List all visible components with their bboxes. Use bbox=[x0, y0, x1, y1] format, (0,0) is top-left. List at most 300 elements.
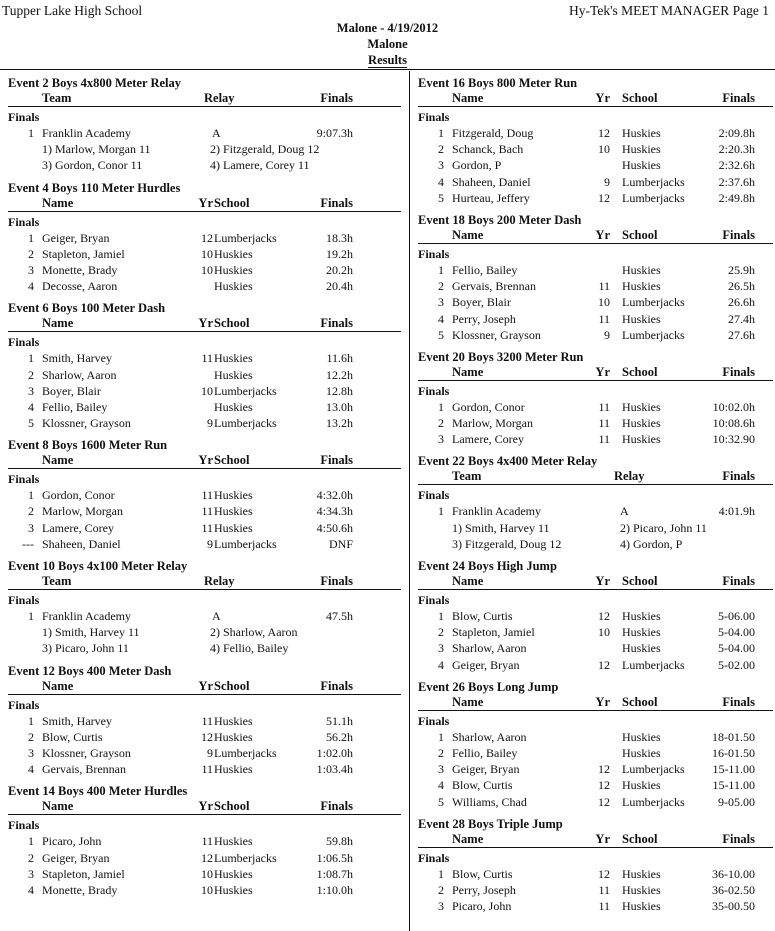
finals-mark: 51.1h bbox=[326, 713, 353, 728]
event-title: Event 4 Boys 110 Meter Hurdles bbox=[8, 180, 181, 195]
athlete-name: Gordon, Conor bbox=[42, 488, 115, 503]
result-row bbox=[8, 487, 401, 503]
header-finals: Finals bbox=[722, 831, 755, 846]
relay-leg: 2) Sharlow, Aaron bbox=[210, 625, 298, 640]
school-name: Huskies bbox=[622, 399, 661, 414]
header-name: Name bbox=[42, 799, 74, 814]
column-header-row bbox=[8, 679, 401, 695]
section-label: Finals bbox=[418, 850, 450, 865]
result-row bbox=[8, 520, 401, 536]
athlete-name: Blow, Curtis bbox=[42, 729, 103, 744]
result-row bbox=[8, 278, 401, 294]
place: 3 bbox=[438, 432, 444, 447]
finals-mark: 12.2h bbox=[326, 367, 353, 382]
place: 1 bbox=[28, 609, 34, 623]
event-title: Event 14 Boys 400 Meter Hurdles bbox=[8, 784, 188, 799]
header-yr: Yr bbox=[595, 91, 610, 105]
athlete-name: Sharlow, Aaron bbox=[452, 641, 527, 656]
athlete-year: 11 bbox=[598, 399, 610, 414]
finals-mark: 19.2h bbox=[326, 246, 353, 261]
event-block bbox=[418, 212, 773, 343]
athlete-name: Perry, Joseph bbox=[452, 311, 516, 326]
place: 1 bbox=[438, 504, 444, 519]
school-name: Huskies bbox=[214, 399, 253, 414]
school-name: Huskies bbox=[214, 762, 253, 777]
athlete-name: Sharlow, Aaron bbox=[42, 367, 117, 382]
result-row bbox=[418, 415, 773, 431]
column-header-row bbox=[8, 453, 401, 469]
athlete-year: 12 bbox=[201, 230, 213, 245]
place: 1 bbox=[438, 399, 444, 414]
relay-letter: A bbox=[212, 126, 221, 140]
place: 1 bbox=[438, 262, 444, 277]
header-relay: Relay bbox=[204, 91, 235, 105]
result-row bbox=[8, 882, 401, 898]
school-name: Huskies bbox=[622, 262, 661, 277]
header-yr: Yr bbox=[595, 694, 610, 709]
school-name: Huskies bbox=[214, 729, 253, 744]
event-block bbox=[8, 663, 401, 778]
result-row bbox=[8, 729, 401, 745]
relay-leg: 1) Marlow, Morgan 11 bbox=[42, 142, 151, 157]
athlete-name: Blow, Curtis bbox=[452, 866, 513, 881]
header-name: Name bbox=[452, 91, 484, 105]
place: 4 bbox=[438, 657, 444, 672]
place: 3 bbox=[438, 762, 444, 777]
athlete-year: 11 bbox=[598, 416, 610, 431]
school-name: Lumberjacks bbox=[214, 230, 277, 245]
school-name: Huskies bbox=[622, 158, 661, 173]
school-name: Huskies bbox=[622, 745, 661, 760]
header-finals: Finals bbox=[320, 799, 353, 814]
meet-title: Malone - 4/19/2012 bbox=[336, 21, 439, 35]
header-name: Name bbox=[42, 678, 74, 693]
school-name: Huskies bbox=[622, 416, 661, 431]
header-relay: Relay bbox=[614, 469, 645, 484]
finals-mark: 2:32.6h bbox=[718, 158, 755, 173]
athlete-name: Klossner, Grayson bbox=[452, 327, 541, 342]
athlete-name: Boyer, Blair bbox=[452, 295, 511, 310]
result-row bbox=[418, 311, 773, 327]
header-school: School bbox=[622, 831, 658, 846]
place: 3 bbox=[28, 262, 34, 277]
header-school: School bbox=[622, 694, 658, 709]
relay-legs-row bbox=[418, 520, 773, 536]
result-row bbox=[418, 190, 773, 206]
place: 2 bbox=[28, 729, 34, 744]
left-column bbox=[8, 75, 401, 904]
school-name: Huskies bbox=[622, 609, 661, 623]
relay-letter: A bbox=[620, 504, 629, 519]
finals-mark: 13.0h bbox=[326, 399, 353, 414]
header-yr: Yr bbox=[198, 453, 213, 468]
relay-legs-row bbox=[418, 536, 773, 552]
header-name: Name bbox=[452, 574, 484, 588]
school-name: Lumberjacks bbox=[214, 850, 277, 865]
athlete-name: Hurteau, Jeffery bbox=[452, 190, 530, 205]
school-name: Huskies bbox=[622, 729, 661, 744]
finals-mark: 15-11.00 bbox=[712, 778, 755, 793]
athlete-year: 9 bbox=[207, 745, 213, 760]
finals-mark: 36-10.00 bbox=[712, 866, 755, 881]
relay-legs-row bbox=[8, 141, 401, 157]
event-block bbox=[8, 783, 401, 898]
athlete-year: 11 bbox=[598, 899, 610, 914]
header-team: Team bbox=[452, 469, 482, 484]
school-name: Lumberjacks bbox=[214, 383, 277, 398]
relay-leg: 3) Fitzgerald, Doug 12 bbox=[452, 536, 562, 551]
event-title: Event 20 Boys 3200 Meter Run bbox=[418, 349, 584, 364]
athlete-name: Perry, Joseph bbox=[452, 882, 516, 897]
athlete-year: 11 bbox=[201, 834, 213, 849]
athlete-name: Fellio, Bailey bbox=[452, 262, 518, 277]
place: 1 bbox=[28, 488, 34, 503]
header-name: Name bbox=[42, 453, 74, 468]
place: 4 bbox=[438, 778, 444, 793]
result-row bbox=[418, 882, 773, 898]
column-divider bbox=[409, 71, 410, 931]
athlete-year: 10 bbox=[598, 295, 610, 310]
header-finals: Finals bbox=[320, 195, 353, 210]
section-label: Finals bbox=[418, 488, 450, 503]
header-name: Name bbox=[452, 364, 484, 379]
header-school: School bbox=[214, 316, 250, 331]
school-name: Huskies bbox=[214, 351, 253, 366]
venue-title: Malone bbox=[367, 37, 408, 51]
result-row bbox=[418, 866, 773, 882]
relay-leg: 4) Lamere, Corey 11 bbox=[210, 158, 310, 173]
school-name: Lumberjacks bbox=[622, 327, 685, 342]
finals-mark: 1:02.0h bbox=[316, 745, 353, 760]
finals-mark: 5-02.00 bbox=[718, 657, 755, 672]
section-label: Finals bbox=[418, 383, 450, 398]
finals-mark: 27.6h bbox=[728, 327, 755, 342]
place: 5 bbox=[438, 190, 444, 205]
school-name: Huskies bbox=[214, 488, 253, 503]
header-divider bbox=[0, 69, 775, 70]
header-school: School bbox=[214, 678, 250, 693]
athlete-year: 12 bbox=[201, 729, 213, 744]
header-finals: Finals bbox=[722, 91, 755, 105]
school-name: Huskies bbox=[622, 899, 661, 914]
place: 3 bbox=[28, 866, 34, 881]
section-label: Finals bbox=[8, 335, 40, 350]
school-name: Lumberjacks bbox=[214, 745, 277, 760]
place: 4 bbox=[28, 762, 34, 777]
place: 1 bbox=[28, 834, 34, 849]
finals-mark: 18.3h bbox=[326, 230, 353, 245]
header-yr: Yr bbox=[595, 831, 610, 846]
finals-mark: 9:07.3h bbox=[316, 126, 353, 140]
relay-leg: 2) Picaro, John 11 bbox=[620, 520, 707, 535]
place: 1 bbox=[438, 866, 444, 881]
result-row bbox=[418, 399, 773, 415]
athlete-name: Decosse, Aaron bbox=[42, 279, 118, 294]
event-block bbox=[8, 75, 401, 174]
athlete-name: Monette, Brady bbox=[42, 882, 118, 897]
place: 4 bbox=[28, 399, 34, 414]
finals-mark: 26.5h bbox=[728, 279, 755, 294]
finals-mark: 5-04.00 bbox=[718, 625, 755, 640]
school-name: Huskies bbox=[214, 866, 253, 881]
place: 4 bbox=[28, 882, 34, 897]
event-block bbox=[8, 558, 401, 657]
place: 3 bbox=[28, 383, 34, 398]
column-header-row bbox=[8, 574, 401, 590]
event-title: Event 24 Boys High Jump bbox=[418, 559, 557, 573]
athlete-year: 11 bbox=[201, 520, 213, 535]
finals-mark: 25.9h bbox=[728, 262, 755, 277]
column-header-row bbox=[418, 574, 773, 590]
relay-leg: 2) Fitzgerald, Doug 12 bbox=[210, 142, 320, 157]
finals-mark: 35-00.50 bbox=[712, 899, 755, 914]
result-row bbox=[418, 327, 773, 343]
school-name: Huskies bbox=[214, 246, 253, 261]
athlete-year: 9 bbox=[604, 174, 610, 189]
result-row bbox=[418, 761, 773, 777]
athlete-name: Gordon, P bbox=[452, 158, 502, 173]
school-name: Huskies bbox=[214, 834, 253, 849]
header-yr: Yr bbox=[198, 316, 213, 331]
section-label: Finals bbox=[8, 472, 40, 487]
place: 4 bbox=[438, 311, 444, 326]
team-name: Franklin Academy bbox=[452, 504, 541, 519]
header-finals: Finals bbox=[722, 694, 755, 709]
athlete-name: Picaro, John bbox=[42, 834, 102, 849]
header-school: School bbox=[214, 195, 250, 210]
school-name: Huskies bbox=[622, 432, 661, 447]
place: 2 bbox=[28, 367, 34, 382]
finals-mark: 10:08.6h bbox=[712, 416, 755, 431]
school-name: Huskies bbox=[622, 866, 661, 881]
finals-mark: 20.2h bbox=[326, 262, 353, 277]
header-yr: Yr bbox=[198, 195, 213, 210]
athlete-year: 12 bbox=[201, 850, 213, 865]
place: 2 bbox=[438, 142, 444, 157]
athlete-name: Geiger, Bryan bbox=[42, 230, 110, 245]
athlete-name: Stapleton, Jamiel bbox=[42, 246, 125, 261]
school-name: Huskies bbox=[214, 279, 253, 294]
finals-mark: 10:32.90 bbox=[712, 432, 755, 447]
section-label: Finals bbox=[8, 697, 40, 712]
result-row bbox=[8, 262, 401, 278]
header-finals: Finals bbox=[320, 316, 353, 331]
finals-mark: DNF bbox=[328, 536, 353, 551]
athlete-name: Fellio, Bailey bbox=[452, 745, 518, 760]
athlete-name: Stapleton, Jamiel bbox=[42, 866, 125, 881]
header-finals: Finals bbox=[320, 91, 353, 105]
athlete-name: Marlow, Morgan bbox=[42, 504, 123, 519]
result-row bbox=[8, 246, 401, 262]
results-title: Results bbox=[368, 53, 407, 67]
finals-mark: 36-02.50 bbox=[712, 882, 755, 897]
header-finals: Finals bbox=[320, 453, 353, 468]
finals-mark: 2:37.6h bbox=[718, 174, 755, 189]
athlete-name: Picaro, John bbox=[452, 899, 512, 914]
athlete-year: 11 bbox=[201, 713, 213, 728]
header-yr: Yr bbox=[595, 574, 610, 588]
header-software: Hy-Tek's MEET MANAGER Page 1 bbox=[569, 3, 769, 18]
event-title: Event 26 Boys Long Jump bbox=[418, 679, 559, 694]
result-row bbox=[8, 761, 401, 777]
result-row bbox=[418, 729, 773, 745]
athlete-name: Shaheen, Daniel bbox=[42, 536, 121, 551]
result-row bbox=[8, 367, 401, 383]
result-row bbox=[8, 866, 401, 882]
result-row bbox=[8, 503, 401, 519]
header-school: School bbox=[214, 799, 250, 814]
athlete-year: 11 bbox=[598, 432, 610, 447]
event-title: Event 12 Boys 400 Meter Dash bbox=[8, 663, 172, 678]
athlete-name: Klossner, Grayson bbox=[42, 416, 131, 431]
result-row bbox=[8, 383, 401, 399]
athlete-name: Sharlow, Aaron bbox=[452, 729, 527, 744]
school-name: Huskies bbox=[622, 778, 661, 793]
section-label: Finals bbox=[418, 246, 450, 261]
header-name: Name bbox=[452, 227, 484, 242]
result-row bbox=[418, 794, 773, 810]
school-name: Lumberjacks bbox=[622, 762, 685, 777]
place: 1 bbox=[28, 230, 34, 245]
header-yr: Yr bbox=[595, 364, 610, 379]
header-finals: Finals bbox=[722, 469, 755, 484]
finals-mark: 15-11.00 bbox=[712, 762, 755, 777]
result-row bbox=[418, 640, 773, 656]
header-finals: Finals bbox=[722, 227, 755, 242]
event-title: Event 28 Boys Triple Jump bbox=[418, 816, 563, 831]
event-block bbox=[418, 558, 773, 673]
athlete-year: 12 bbox=[598, 778, 610, 793]
result-row bbox=[418, 174, 773, 190]
event-title: Event 18 Boys 200 Meter Dash bbox=[418, 212, 582, 227]
finals-mark: 56.2h bbox=[326, 729, 353, 744]
section-label: Finals bbox=[8, 818, 40, 833]
school-name: Huskies bbox=[622, 279, 661, 294]
result-row bbox=[418, 777, 773, 793]
finals-mark: 20.4h bbox=[326, 279, 353, 294]
result-row bbox=[8, 608, 401, 624]
athlete-year: 10 bbox=[201, 383, 213, 398]
place: 5 bbox=[438, 327, 444, 342]
school-name: Huskies bbox=[214, 520, 253, 535]
header-finals: Finals bbox=[722, 364, 755, 379]
finals-mark: 11.6h bbox=[326, 351, 353, 366]
finals-mark: 4:01.9h bbox=[718, 504, 755, 519]
relay-leg: 1) Smith, Harvey 11 bbox=[452, 520, 550, 535]
athlete-name: Marlow, Morgan bbox=[452, 416, 533, 431]
finals-mark: 27.4h bbox=[728, 311, 755, 326]
school-name: Huskies bbox=[622, 311, 661, 326]
school-name: Huskies bbox=[622, 142, 661, 157]
header-name: Name bbox=[452, 831, 484, 846]
finals-mark: 9-05.00 bbox=[718, 794, 755, 809]
header-yr: Yr bbox=[595, 227, 610, 242]
school-name: Huskies bbox=[622, 625, 661, 640]
result-row bbox=[418, 141, 773, 157]
result-row bbox=[8, 125, 401, 141]
athlete-name: Gervais, Brennan bbox=[42, 762, 126, 777]
place: 3 bbox=[438, 295, 444, 310]
school-name: Huskies bbox=[622, 641, 661, 656]
place: 3 bbox=[28, 520, 34, 535]
event-block bbox=[418, 349, 773, 448]
header-school: School bbox=[622, 364, 658, 379]
athlete-name: Schanck, Bach bbox=[452, 142, 524, 157]
place: 5 bbox=[28, 416, 34, 431]
finals-mark: 2:20.3h bbox=[718, 142, 755, 157]
header-finals: Finals bbox=[320, 574, 353, 588]
athlete-year: 12 bbox=[598, 794, 610, 809]
result-row bbox=[418, 262, 773, 278]
right-column bbox=[418, 75, 773, 920]
finals-mark: 4:32.0h bbox=[316, 488, 353, 503]
finals-mark: 4:34.3h bbox=[316, 504, 353, 519]
header-name: Name bbox=[452, 694, 484, 709]
athlete-year: 10 bbox=[201, 262, 213, 277]
result-row bbox=[8, 350, 401, 366]
athlete-year: 10 bbox=[201, 882, 213, 897]
header-school: School bbox=[622, 574, 658, 588]
column-header-row bbox=[8, 799, 401, 815]
result-row bbox=[418, 294, 773, 310]
header-yr: Yr bbox=[198, 678, 213, 693]
athlete-name: Lamere, Corey bbox=[452, 432, 524, 447]
place: 1 bbox=[438, 609, 444, 623]
school-name: Lumberjacks bbox=[214, 536, 277, 551]
event-title: Event 22 Boys 4x400 Meter Relay bbox=[418, 454, 598, 469]
place: 2 bbox=[438, 416, 444, 431]
finals-mark: 1:06.5h bbox=[316, 850, 353, 865]
athlete-year: 12 bbox=[598, 190, 610, 205]
header-school: School bbox=[622, 227, 658, 242]
athlete-name: Gervais, Brennan bbox=[452, 279, 536, 294]
athlete-name: Smith, Harvey bbox=[42, 351, 112, 366]
place: 4 bbox=[438, 174, 444, 189]
event-block bbox=[418, 75, 773, 206]
athlete-year: 12 bbox=[598, 609, 610, 623]
finals-mark: 2:09.8h bbox=[718, 126, 755, 140]
place: 3 bbox=[438, 641, 444, 656]
event-title: Event 8 Boys 1600 Meter Run bbox=[8, 438, 168, 453]
finals-mark: 59.8h bbox=[326, 834, 353, 849]
athlete-name: Williams, Chad bbox=[452, 794, 527, 809]
event-block bbox=[418, 679, 773, 810]
result-row bbox=[418, 657, 773, 673]
place: 2 bbox=[438, 625, 444, 640]
result-row bbox=[418, 503, 773, 519]
result-row bbox=[8, 536, 401, 552]
header-team: Team bbox=[42, 91, 72, 105]
athlete-year: 11 bbox=[201, 488, 213, 503]
athlete-name: Monette, Brady bbox=[42, 262, 118, 277]
finals-mark: 26.6h bbox=[728, 295, 755, 310]
athlete-name: Smith, Harvey bbox=[42, 713, 112, 728]
finals-mark: 1:10.0h bbox=[316, 882, 353, 897]
athlete-name: Blow, Curtis bbox=[452, 609, 513, 623]
athlete-name: Geiger, Bryan bbox=[42, 850, 110, 865]
event-block bbox=[8, 180, 401, 295]
result-row bbox=[8, 833, 401, 849]
column-header-row bbox=[8, 196, 401, 212]
relay-leg: 1) Smith, Harvey 11 bbox=[42, 625, 140, 640]
athlete-name: Fellio, Bailey bbox=[42, 399, 108, 414]
athlete-year: 9 bbox=[207, 536, 213, 551]
place: 1 bbox=[438, 729, 444, 744]
athlete-name: Gordon, Conor bbox=[452, 399, 525, 414]
athlete-name: Fitzgerald, Doug bbox=[452, 126, 534, 140]
result-row bbox=[418, 745, 773, 761]
header-center bbox=[0, 20, 775, 68]
